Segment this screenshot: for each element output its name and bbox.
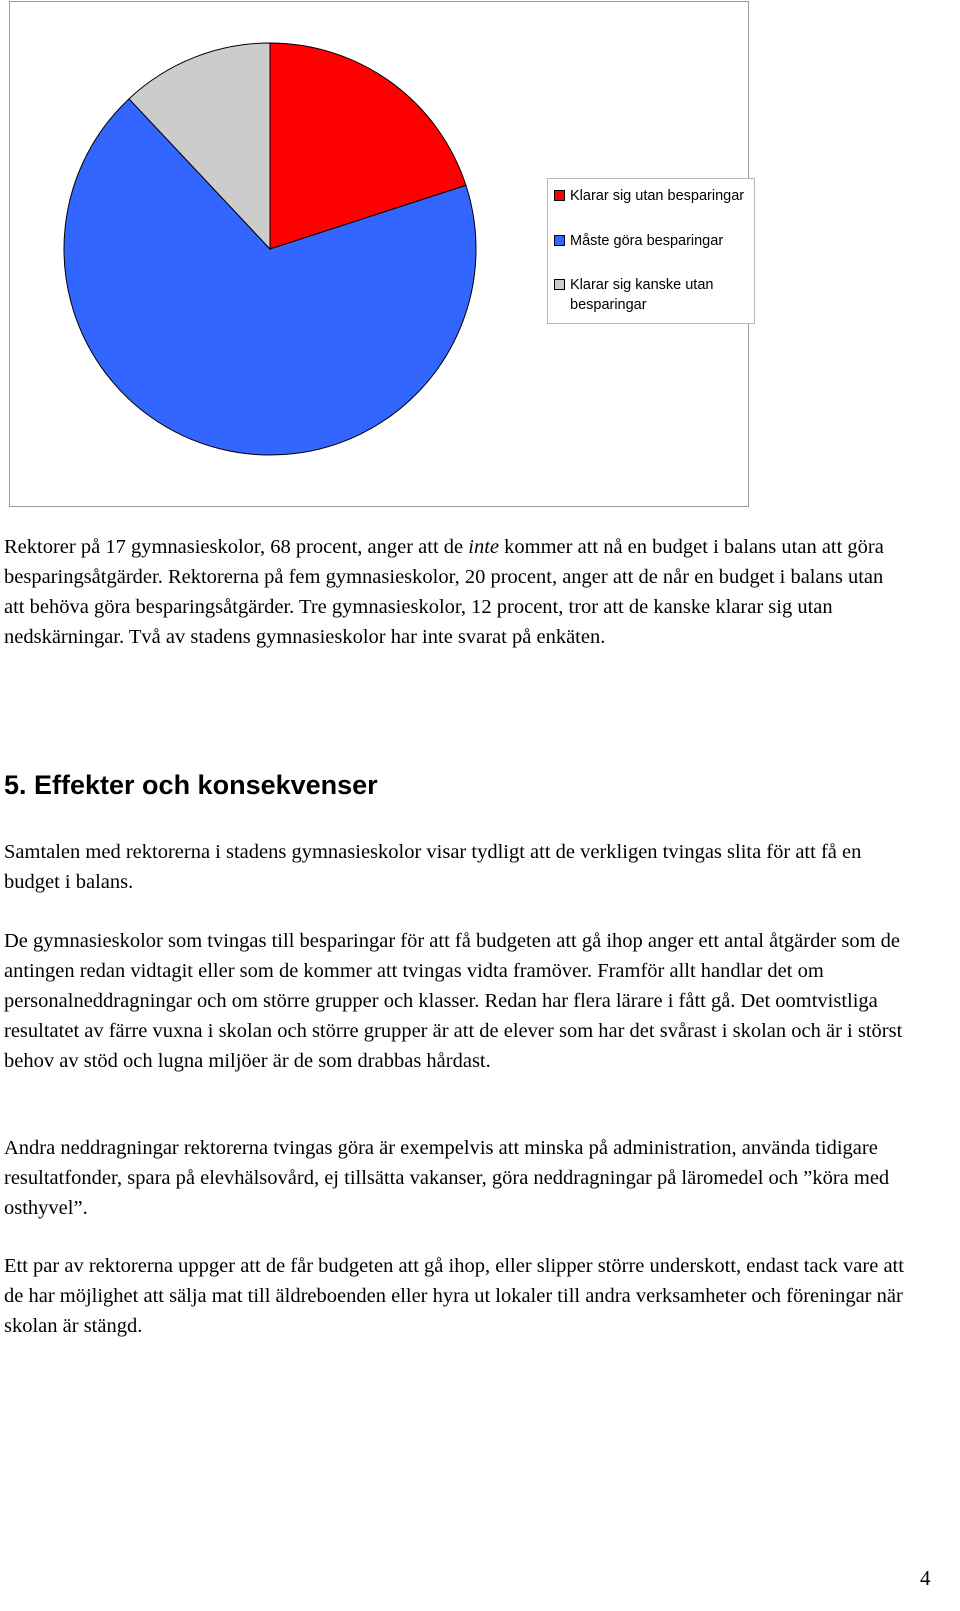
paragraph-results-part2: kommer att nå en budget i balans utan att göra besparingsåtgärder. Rektorerna på fem gymnasieskolor, 20 procent, anger att de når en budget i balans utan att behöva göra besparingsåtgärder. Tre gymnasieskolor, 12 procent, tror att de kanske klarar sig utan nedskärningar. Två av stadens gymnasieskolor har inte svarat på enkäten. — [4, 536, 884, 648]
paragraph-samtalen: Samtalen med rektorerna i stadens gymnasieskolor visar tydligt att de verkligen tvingas slita för att få en budget i balans. — [4, 841, 862, 893]
chart-legend — [547, 178, 755, 324]
pie-chart-frame — [9, 1, 749, 507]
paragraph-results-part1: Rektorer på 17 gymnasieskolor, 68 procent, anger att de — [4, 536, 469, 558]
legend-label-kanske: Klarar sig kanske utan besparingar — [570, 277, 714, 313]
legend-swatch-red — [554, 190, 565, 201]
legend-item-kanske — [554, 275, 755, 315]
paragraph-underskott: Ett par av rektorerna uppger att de får budgeten att gå ihop, eller slipper större underskott, endast tack vare att de har möjlighet att sälja mat till äldreboenden eller hyra ut lokaler till andra verksamheter och föreningar när skolan är stängd. — [4, 1255, 904, 1337]
paragraph-neddragningar: Andra neddragningar rektorerna tvingas göra är exempelvis att minska på administration, använda tidigare resultatfonder, spara på elevhälsovård, ej tillsätta vakanser, göra neddragningar på läromedel och ”köra med osthyvel”. — [4, 1137, 890, 1219]
paragraph-results — [4, 532, 904, 652]
paragraph-results-emphasis: inte — [468, 536, 500, 558]
legend-item-maste — [554, 231, 755, 251]
section-heading: 5. Effekter och konsekvenser — [4, 770, 378, 800]
legend-label-maste: Måste göra besparingar — [570, 233, 724, 249]
legend-label-klarar: Klarar sig utan besparingar — [570, 188, 745, 204]
paragraph-besparingar: De gymnasieskolor som tvingas till besparingar för att få budgeten att gå ihop anger ett antal åtgärder som de antingen redan vidtagit eller som de kommer att tvingas vidta framöver. Framför allt handlar det om personalneddragningar och om större grupper och klasser. Redan har flera lärare i fått gå. Det oomtvistliga resultatet av färre vuxna i skolan och större grupper är att de elever som har det svårast i skolan och är i störst behov av stöd och lugna miljöer är de som drabbas hårdast. — [4, 930, 903, 1072]
legend-item-klarar — [554, 186, 755, 206]
legend-swatch-gray — [554, 279, 565, 290]
page-number: 4 — [920, 1566, 931, 1590]
legend-swatch-blue — [554, 235, 565, 246]
